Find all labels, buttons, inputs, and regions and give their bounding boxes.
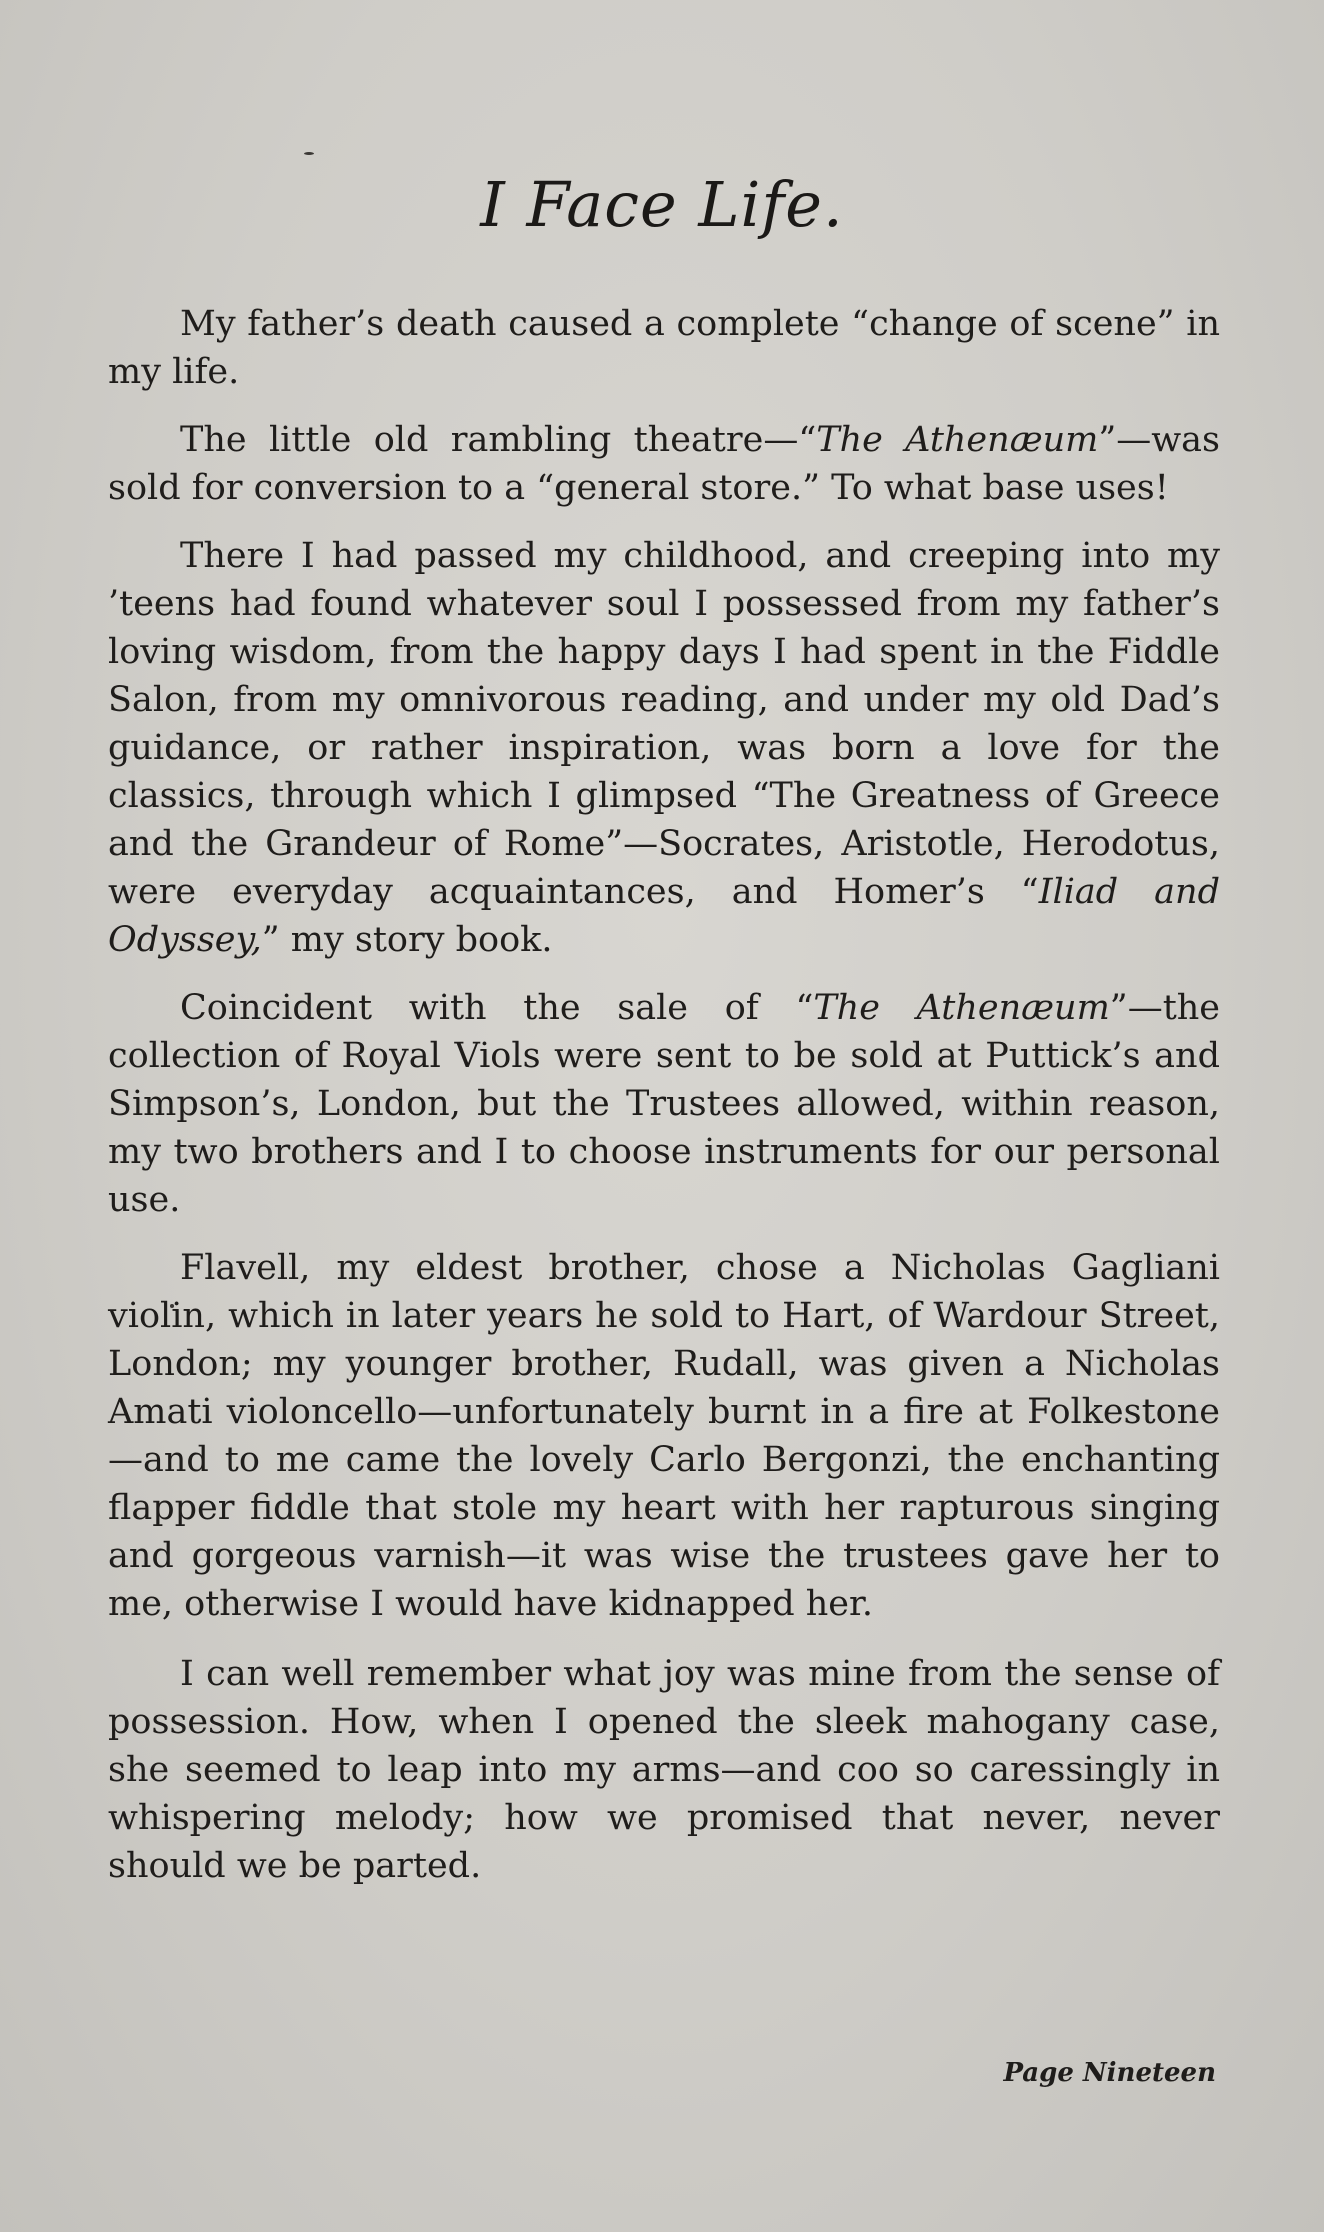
paragraph-1: My father’s death caused a complete “change of scene” in my life. bbox=[108, 304, 1220, 392]
ink-speck bbox=[304, 152, 314, 155]
paragraph-5: Flavell, my eldest brother, chose a Nicholas Gagliani violin, which in later years he sold to Hart, of Wardour Street, London; my younger brother, Rudall, was given a Nicholas Amati violoncello—unfortunately burnt in a fire at Folkestone—and to me came the lovely Carlo Bergonzi, the enchanting flapper fiddle that stole my heart with her rapturous singing and gorgeous varnish—it was wise the trustees gave her to me, otherwise I would have kidnapped her. bbox=[108, 1248, 1220, 1624]
chapter-body bbox=[108, 300, 1220, 1910]
paragraph-4 bbox=[108, 984, 1220, 1224]
paragraph-4-text-c: ”—the collection of Royal Viols were sent to be sold at Puttick’s and Simpson’s, London, but the Trustees allowed, within reason, my two brothers and I to choose instruments for our personal use. bbox=[108, 988, 1221, 1220]
paragraph-6: I can well remember what joy was mine from the sense of possession. How, when I opened the sleek mahogany case, she seemed to leap into my arms—and coo so caressingly in whispering melody; how we promised that never, never should we be parted. bbox=[108, 1654, 1220, 1886]
paragraph-2-text-a: The little old rambling theatre—“ bbox=[180, 420, 817, 460]
paragraph-4-italic: The Athenæum bbox=[813, 988, 1110, 1028]
paragraph-3-text-a: There I had passed my childhood, and creeping into my ’teens had found whatever soul I possessed from my father’s loving wisdom, from the happy days I had spent in the Fiddle Salon, from my omnivorous reading, and under my old Dad’s guidance, or rather inspiration, was born a love for the classics, through which I glimpsed “The Greatness of Greece and the Grandeur of Rome”—Socrates, Aristotle, Herodotus, were everyday acquaintances, and Homer’s “ bbox=[108, 536, 1220, 912]
paragraph-2-text-c: ”—was sold for conversion to a “general store.” To what base uses! bbox=[108, 420, 1221, 508]
paragraph-3-text-c: ” my story book. bbox=[261, 920, 553, 960]
paragraph-3 bbox=[108, 532, 1220, 964]
paragraph-3-italic: Iliad and Odyssey, bbox=[108, 872, 1220, 960]
paragraph-2 bbox=[108, 416, 1220, 512]
page-number: Page Nineteen bbox=[1003, 2058, 1216, 2088]
chapter-title: I Face Life. bbox=[480, 168, 844, 241]
paragraph-4-text-a: Coincident with the sale of “ bbox=[180, 988, 814, 1028]
paragraph-2-italic: The Athenæum bbox=[816, 420, 1099, 460]
